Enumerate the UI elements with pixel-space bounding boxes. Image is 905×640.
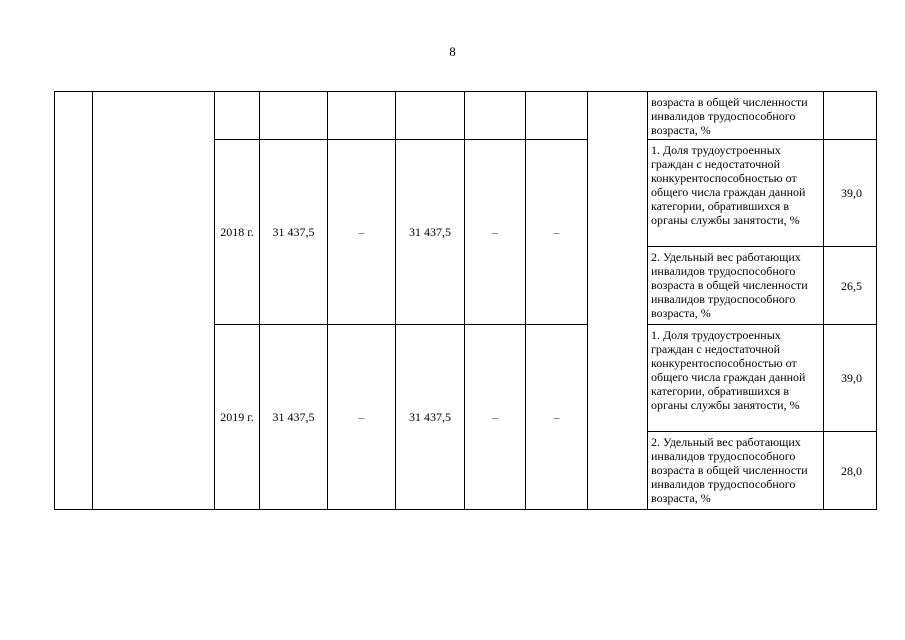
indicator-text-cell: 2. Удельный вес работающих инвалидов трудоспособного возраста в общей численности инвалидов трудоспособного возраста, % — [648, 247, 824, 325]
total-cell: 31 437,5 — [260, 325, 328, 510]
measure-name-cell — [93, 92, 215, 510]
source-cell: – — [526, 140, 588, 325]
source-cell — [465, 92, 526, 140]
indicator-text-cell: 2. Удельный вес работающих инвалидов трудоспособного возраста в общей численности инвалидов трудоспособного возраста, % — [648, 432, 824, 510]
program-funding-table — [54, 91, 877, 510]
indicator-text-cell: 1. Доля трудоустроенных граждан с недостаточной конкурентоспособностью от общего числа граждан данной категории, обратившихся в органы службы занятости, % — [648, 325, 824, 432]
source-cell: – — [328, 325, 396, 510]
source-cell: 31 437,5 — [396, 140, 465, 325]
total-cell — [260, 92, 328, 140]
table-row — [55, 92, 877, 140]
year-cell: 2019 г. — [215, 325, 260, 510]
source-cell: – — [465, 140, 526, 325]
year-cell — [215, 92, 260, 140]
year-cell: 2018 г. — [215, 140, 260, 325]
source-cell — [526, 92, 588, 140]
total-cell: 31 437,5 — [260, 140, 328, 325]
source-cell — [396, 92, 465, 140]
indicator-value-cell — [824, 92, 877, 140]
page-number: 8 — [449, 44, 456, 59]
source-cell: 31 437,5 — [396, 325, 465, 510]
number-cell — [55, 92, 93, 510]
indicator-value-cell: 28,0 — [824, 432, 877, 510]
indicator-text-cell: возраста в общей численности инвалидов трудоспособного возраста, % — [648, 92, 824, 140]
source-cell: – — [465, 325, 526, 510]
source-cell: – — [526, 325, 588, 510]
indicator-text-cell: 1. Доля трудоустроенных граждан с недостаточной конкурентоспособностью от общего числа граждан данной категории, обратившихся в органы службы занятости, % — [648, 140, 824, 247]
indicator-value-cell: 26,5 — [824, 247, 877, 325]
source-cell: – — [328, 140, 396, 325]
indicator-value-cell: 39,0 — [824, 325, 877, 432]
executor-cell — [588, 92, 648, 510]
indicator-value-cell: 39,0 — [824, 140, 877, 247]
source-cell — [328, 92, 396, 140]
